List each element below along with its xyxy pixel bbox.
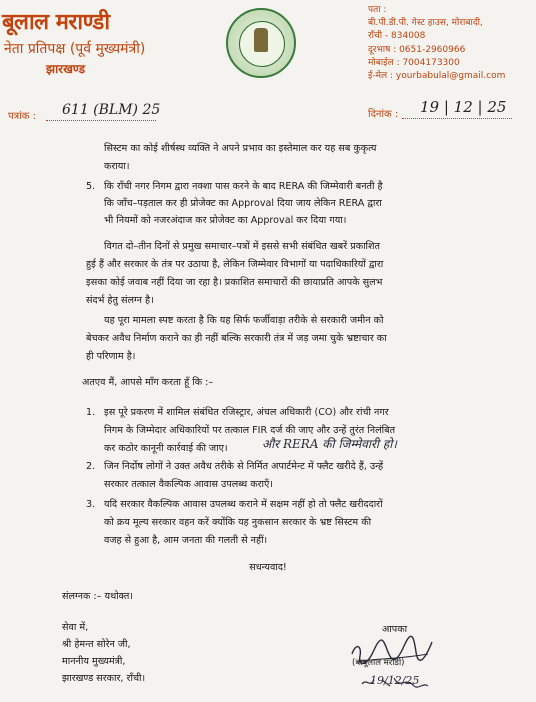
contact-block [368, 4, 505, 83]
demand3-line3: वजह से हुआ है, आम जनता की गलती से नहीं। [104, 535, 268, 546]
item5-number: 5. [86, 181, 96, 192]
ref-number: 611 (BLM) 25 [62, 102, 161, 118]
handwritten-addition: और RERA की जिम्मेवारी हो। [262, 437, 397, 451]
demand2-number: 2. [86, 461, 96, 472]
thanks: सधन्यवाद! [249, 562, 287, 573]
demand2-line1: जिन निर्दोष लोगों ने उक्त अवैध तरीके से निर्मित अपार्टमेन्ट में फ्लैट खरीदे हैं, उन्हें [104, 461, 384, 472]
recipient-line4: झारखण्ड सरकार, राँची। [62, 673, 146, 684]
email: ई-मेल : yourbabulal@gmail.com [368, 71, 506, 82]
demand1-line2: निगम के जिम्मेदार अधिकारियों पर तत्काल FIR दर्ज की जाए और उन्हें तुरंत निलंबित [104, 425, 396, 436]
signature-date: 19/12/25 [370, 674, 420, 687]
address-line-1: बी.पी.डी.पी. गेस्ट हाउस, मोराबादी, [368, 18, 483, 29]
jharkhand-emblem-icon [226, 8, 296, 78]
letterhead [0, 0, 536, 98]
date-underline [402, 118, 512, 119]
address-line-2: राँची - 834008 [368, 31, 426, 42]
item5-line3: भी नियमों को नजरअंदाज कर प्रोजेक्ट का Approval कर दिया गया। [104, 215, 347, 226]
demand3-line1: यदि सरकार वैकल्पिक आवास उपलब्ध कराने में सक्षम नहीं हो तो फ्लैट खरीददारों [104, 499, 383, 510]
item5-line2: कि जाँच–पड़ताल कर ही प्रोजेक्ट का Approval दिया जाय लेकिन RERA द्वारा [104, 198, 382, 209]
demand3-number: 3. [86, 499, 96, 510]
signatory-name: (बाबूलाल मरांडी) [352, 658, 405, 668]
date-label: दिनांक : [368, 109, 399, 120]
demand-intro: अतएव मैं, आपसे माँग करता हूँ कि :– [82, 377, 214, 388]
mobile: मोबाईल : 7004173300 [368, 57, 460, 68]
para0-line2: कराया। [104, 161, 130, 172]
para1-line2: हुई हैं और सरकार के तंत्र पर उठाया है, लेकिन जिम्मेवार विभागों या पदाधिकारियों द्वारा [86, 259, 384, 270]
enclosure: संलग्नक :– यथोक्त। [62, 591, 133, 602]
phone: दूरभाष : 0651-2960966 [368, 44, 466, 55]
demand1-number: 1. [86, 407, 96, 418]
sender-title: नेता प्रतिपक्ष (पूर्व मुख्यमंत्री) [4, 41, 146, 57]
address-label: पता : [368, 5, 387, 15]
para2-line3: ही परिणाम है। [86, 351, 136, 362]
sender-name: बूलाल मराण्डी [2, 10, 110, 35]
ref-underline [46, 120, 156, 121]
demand2-line2: सरकार तत्काल वैकल्पिक आवास उपलब्ध कराएँ। [104, 479, 273, 490]
demand1-line3: कर कठोर कानूनी कार्रवाई की जाए। [104, 443, 228, 454]
sender-state: झारखण्ड [46, 62, 86, 76]
recipient-line1: सेवा में, [62, 622, 89, 633]
demand1-line1: इस पूरे प्रकरण में शामिल संबंधित रजिस्ट्रार, अंचल अधिकारी (CO) और रांची नगर [104, 407, 389, 418]
recipient-line3: माननीय मुख्यमंत्री, [62, 656, 126, 667]
date-value: 19 | 12 | 25 [420, 98, 507, 116]
para1-line1: विगत दो–तीन दिनों से प्रमुख समाचार–पत्रों में इससे सभी संबंधित खबरें प्रकाशित [104, 241, 381, 252]
para2-line2: बेचकर अवैध निर्माण कराने का ही नहीं बल्कि सरकारी तंत्र में जड़ जमा चुके भ्रष्टाचार का [86, 333, 387, 344]
para1-line4: संदर्भ हेतु संलग्न है। [86, 295, 154, 306]
yours: आपका [382, 624, 408, 635]
ref-label: पत्रांक : [8, 111, 37, 122]
recipient-line2: श्री हेमन्त सोरेन जी, [62, 639, 131, 650]
para1-line3: इसका कोई जवाब नहीं दिया जा रहा है। प्रकाशित समाचारों की छायाप्रति आपके सुलभ [86, 277, 383, 288]
item5-line1: कि राँची नगर निगम द्वारा नक्शा पास करने के बाद RERA की जिम्मेवारी बनती है [104, 181, 383, 192]
para2-line1: यह पूरा मामला स्पष्ट करता है कि यह सिर्फ फर्जीवाड़ा तरीके से सरकारी जमीन को [104, 315, 384, 326]
demand3-line2: को क्रय मूल्य सरकार वहन करें क्योंकि यह नुकसान सरकार के भ्रष्ट सिस्टम की [104, 517, 372, 528]
para0-line1: सिस्टम का कोई शीर्षस्थ व्यक्ति ने अपने प्रभाव का इस्तेमाल कर यह सब कुकृत्य [104, 143, 377, 154]
